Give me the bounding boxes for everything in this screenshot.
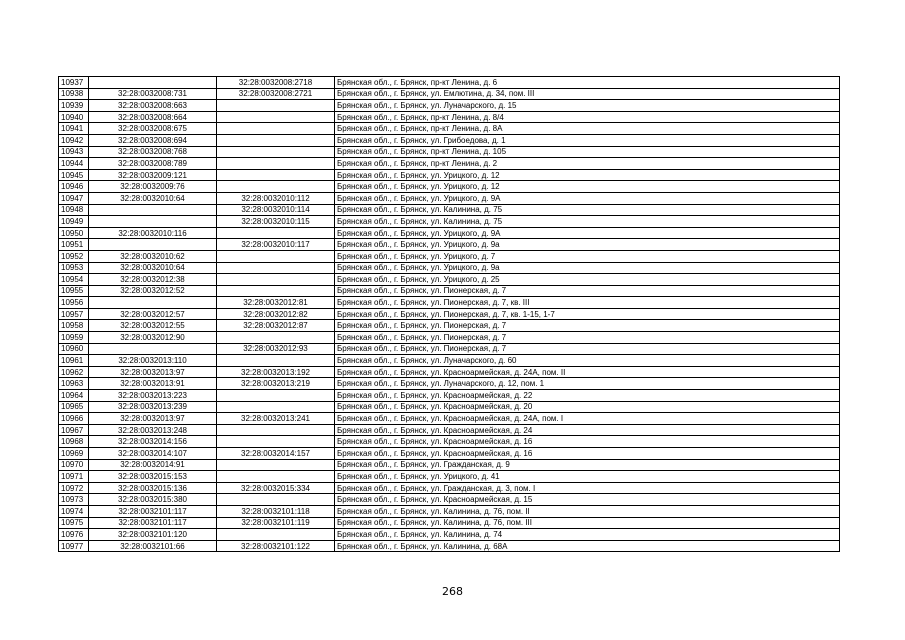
address-cell: Брянская обл., г. Брянск, пр-кт Ленина, д. 6 (335, 77, 840, 89)
table-row (59, 436, 840, 448)
table-row (59, 134, 840, 146)
linked-cadastral-number-cell: 32:28:0032012:82 (217, 308, 335, 320)
row-number-cell: 10954 (59, 274, 89, 286)
cadastral-number-cell: 32:28:0032008:768 (89, 146, 217, 158)
row-number-cell: 10964 (59, 390, 89, 402)
table-row (59, 297, 840, 309)
address-cell: Брянская обл., г. Брянск, ул. Урицкого, д. 25 (335, 274, 840, 286)
linked-cadastral-number-cell: 32:28:0032010:112 (217, 192, 335, 204)
linked-cadastral-number-cell (217, 100, 335, 112)
table-row (59, 343, 840, 355)
row-number-cell: 10950 (59, 227, 89, 239)
row-number-cell: 10955 (59, 285, 89, 297)
table-row (59, 88, 840, 100)
table-row (59, 505, 840, 517)
table-row (59, 413, 840, 425)
cadastral-number-cell: 32:28:0032015:380 (89, 494, 217, 506)
row-number-cell: 10965 (59, 401, 89, 413)
row-number-cell: 10948 (59, 204, 89, 216)
address-cell: Брянская обл., г. Брянск, ул. Красноармейская, д. 22 (335, 390, 840, 402)
linked-cadastral-number-cell: 32:28:0032008:2718 (217, 77, 335, 89)
table-row (59, 250, 840, 262)
linked-cadastral-number-cell: 32:28:0032013:241 (217, 413, 335, 425)
cadastral-number-cell: 32:28:0032014:156 (89, 436, 217, 448)
table-row (59, 216, 840, 228)
cadastral-number-cell: 32:28:0032012:38 (89, 274, 217, 286)
row-number-cell: 10970 (59, 459, 89, 471)
table-row (59, 471, 840, 483)
cadastral-number-cell: 32:28:0032101:117 (89, 505, 217, 517)
table-row (59, 181, 840, 193)
row-number-cell: 10957 (59, 308, 89, 320)
linked-cadastral-number-cell (217, 436, 335, 448)
row-number-cell: 10938 (59, 88, 89, 100)
linked-cadastral-number-cell (217, 250, 335, 262)
cadastral-number-cell (89, 216, 217, 228)
linked-cadastral-number-cell (217, 181, 335, 193)
row-number-cell: 10976 (59, 529, 89, 541)
address-cell: Брянская обл., г. Брянск, ул. Урицкого, д. 41 (335, 471, 840, 483)
linked-cadastral-number-cell: 32:28:0032008:2721 (217, 88, 335, 100)
address-cell: Брянская обл., г. Брянск, ул. Урицкого, д. 9А (335, 192, 840, 204)
row-number-cell: 10943 (59, 146, 89, 158)
table-row (59, 459, 840, 471)
table-row (59, 227, 840, 239)
linked-cadastral-number-cell (217, 332, 335, 344)
linked-cadastral-number-cell: 32:28:0032101:119 (217, 517, 335, 529)
linked-cadastral-number-cell: 32:28:0032012:87 (217, 320, 335, 332)
row-number-cell: 10967 (59, 424, 89, 436)
registry-table-body (59, 77, 840, 552)
cadastral-number-cell: 32:28:0032013:239 (89, 401, 217, 413)
address-cell: Брянская обл., г. Брянск, ул. Красноармейская, д. 16 (335, 436, 840, 448)
table-row (59, 448, 840, 460)
address-cell: Брянская обл., г. Брянск, ул. Урицкого, д. 9А (335, 227, 840, 239)
table-row (59, 169, 840, 181)
row-number-cell: 10940 (59, 111, 89, 123)
table-row (59, 239, 840, 251)
table-row (59, 517, 840, 529)
row-number-cell: 10947 (59, 192, 89, 204)
row-number-cell: 10969 (59, 448, 89, 460)
linked-cadastral-number-cell (217, 459, 335, 471)
linked-cadastral-number-cell (217, 424, 335, 436)
row-number-cell: 10961 (59, 355, 89, 367)
row-number-cell: 10949 (59, 216, 89, 228)
cadastral-number-cell (89, 297, 217, 309)
cadastral-number-cell: 32:28:0032012:52 (89, 285, 217, 297)
cadastral-number-cell: 32:28:0032008:664 (89, 111, 217, 123)
address-cell: Брянская обл., г. Брянск, ул. Красноармейская, д. 24А, пом. I (335, 413, 840, 425)
cadastral-number-cell: 32:28:0032013:110 (89, 355, 217, 367)
row-number-cell: 10973 (59, 494, 89, 506)
row-number-cell: 10942 (59, 134, 89, 146)
table-row (59, 158, 840, 170)
address-cell: Брянская обл., г. Брянск, ул. Красноармейская, д. 20 (335, 401, 840, 413)
address-cell: Брянская обл., г. Брянск, ул. Пионерская, д. 7 (335, 320, 840, 332)
cadastral-number-cell: 32:28:0032013:97 (89, 366, 217, 378)
address-cell: Брянская обл., г. Брянск, ул. Урицкого, д. 7 (335, 250, 840, 262)
linked-cadastral-number-cell (217, 529, 335, 541)
cadastral-number-cell: 32:28:0032101:117 (89, 517, 217, 529)
cadastral-number-cell (89, 77, 217, 89)
address-cell: Брянская обл., г. Брянск, ул. Пионерская, д. 7, кв. 1-15, 1-7 (335, 308, 840, 320)
linked-cadastral-number-cell: 32:28:0032015:334 (217, 482, 335, 494)
cadastral-number-cell: 32:28:0032009:76 (89, 181, 217, 193)
cadastral-number-cell: 32:28:0032101:120 (89, 529, 217, 541)
linked-cadastral-number-cell: 32:28:0032012:81 (217, 297, 335, 309)
address-cell: Брянская обл., г. Брянск, ул. Гражданская, д. 3, пом. I (335, 482, 840, 494)
linked-cadastral-number-cell (217, 471, 335, 483)
address-cell: Брянская обл., г. Брянск, ул. Пионерская, д. 7 (335, 343, 840, 355)
table-row (59, 285, 840, 297)
row-number-cell: 10968 (59, 436, 89, 448)
table-row (59, 390, 840, 402)
cadastral-number-cell: 32:28:0032012:57 (89, 308, 217, 320)
linked-cadastral-number-cell (217, 285, 335, 297)
address-cell: Брянская обл., г. Брянск, ул. Красноармейская, д. 24А, пом. II (335, 366, 840, 378)
table-row (59, 100, 840, 112)
cadastral-number-cell (89, 239, 217, 251)
cadastral-number-cell: 32:28:0032015:136 (89, 482, 217, 494)
linked-cadastral-number-cell (217, 123, 335, 135)
row-number-cell: 10937 (59, 77, 89, 89)
row-number-cell: 10953 (59, 262, 89, 274)
linked-cadastral-number-cell: 32:28:0032013:219 (217, 378, 335, 390)
cadastral-number-cell: 32:28:0032101:66 (89, 540, 217, 552)
row-number-cell: 10971 (59, 471, 89, 483)
address-cell: Брянская обл., г. Брянск, пр-кт Ленина, д. 8/4 (335, 111, 840, 123)
linked-cadastral-number-cell (217, 274, 335, 286)
cadastral-number-cell: 32:28:0032010:116 (89, 227, 217, 239)
linked-cadastral-number-cell: 32:28:0032013:192 (217, 366, 335, 378)
table-row (59, 274, 840, 286)
cadastral-number-cell: 32:28:0032008:675 (89, 123, 217, 135)
address-cell: Брянская обл., г. Брянск, ул. Калинина, д. 75 (335, 216, 840, 228)
linked-cadastral-number-cell: 32:28:0032010:117 (217, 239, 335, 251)
address-cell: Брянская обл., г. Брянск, ул. Урицкого, д. 9а (335, 239, 840, 251)
table-row (59, 204, 840, 216)
address-cell: Брянская обл., г. Брянск, ул. Урицкого, д. 12 (335, 181, 840, 193)
address-cell: Брянская обл., г. Брянск, ул. Калинина, д. 76, пом. II (335, 505, 840, 517)
address-cell: Брянская обл., г. Брянск, ул. Пионерская, д. 7 (335, 285, 840, 297)
address-cell: Брянская обл., г. Брянск, ул. Луначарского, д. 60 (335, 355, 840, 367)
row-number-cell: 10975 (59, 517, 89, 529)
address-cell: Брянская обл., г. Брянск, ул. Пионерская, д. 7, кв. III (335, 297, 840, 309)
cadastral-number-cell: 32:28:0032015:153 (89, 471, 217, 483)
cadastral-number-cell: 32:28:0032010:64 (89, 192, 217, 204)
address-cell: Брянская обл., г. Брянск, ул. Красноармейская, д. 15 (335, 494, 840, 506)
row-number-cell: 10959 (59, 332, 89, 344)
address-cell: Брянская обл., г. Брянск, ул. Луначарского, д. 12, пом. 1 (335, 378, 840, 390)
address-cell: Брянская обл., г. Брянск, ул. Урицкого, д. 12 (335, 169, 840, 181)
registry-table (58, 76, 840, 552)
row-number-cell: 10977 (59, 540, 89, 552)
table-row (59, 482, 840, 494)
table-row (59, 332, 840, 344)
linked-cadastral-number-cell (217, 227, 335, 239)
address-cell: Брянская обл., г. Брянск, пр-кт Ленина, д. 105 (335, 146, 840, 158)
table-row (59, 123, 840, 135)
cadastral-number-cell (89, 204, 217, 216)
table-row (59, 529, 840, 541)
cadastral-number-cell: 32:28:0032013:248 (89, 424, 217, 436)
cadastral-number-cell: 32:28:0032013:223 (89, 390, 217, 402)
linked-cadastral-number-cell: 32:28:0032101:122 (217, 540, 335, 552)
row-number-cell: 10945 (59, 169, 89, 181)
cadastral-number-cell: 32:28:0032008:731 (89, 88, 217, 100)
address-cell: Брянская обл., г. Брянск, ул. Урицкого, д. 9а (335, 262, 840, 274)
cadastral-number-cell: 32:28:0032010:64 (89, 262, 217, 274)
linked-cadastral-number-cell (217, 494, 335, 506)
linked-cadastral-number-cell: 32:28:0032010:115 (217, 216, 335, 228)
linked-cadastral-number-cell (217, 390, 335, 402)
linked-cadastral-number-cell (217, 146, 335, 158)
address-cell: Брянская обл., г. Брянск, ул. Гражданская, д. 9 (335, 459, 840, 471)
address-cell: Брянская обл., г. Брянск, ул. Калинина, д. 75 (335, 204, 840, 216)
row-number-cell: 10960 (59, 343, 89, 355)
cadastral-number-cell: 32:28:0032008:694 (89, 134, 217, 146)
cadastral-number-cell: 32:28:0032012:55 (89, 320, 217, 332)
linked-cadastral-number-cell: 32:28:0032012:93 (217, 343, 335, 355)
table-row (59, 401, 840, 413)
linked-cadastral-number-cell (217, 169, 335, 181)
linked-cadastral-number-cell (217, 134, 335, 146)
linked-cadastral-number-cell (217, 158, 335, 170)
linked-cadastral-number-cell (217, 262, 335, 274)
table-row (59, 540, 840, 552)
row-number-cell: 10972 (59, 482, 89, 494)
cadastral-number-cell: 32:28:0032014:107 (89, 448, 217, 460)
row-number-cell: 10956 (59, 297, 89, 309)
table-row (59, 77, 840, 89)
address-cell: Брянская обл., г. Брянск, пр-кт Ленина, д. 8А (335, 123, 840, 135)
table-row (59, 111, 840, 123)
row-number-cell: 10946 (59, 181, 89, 193)
address-cell: Брянская обл., г. Брянск, ул. Калинина, д. 68А (335, 540, 840, 552)
linked-cadastral-number-cell: 32:28:0032101:118 (217, 505, 335, 517)
table-row (59, 308, 840, 320)
row-number-cell: 10951 (59, 239, 89, 251)
row-number-cell: 10963 (59, 378, 89, 390)
table-row (59, 192, 840, 204)
linked-cadastral-number-cell (217, 355, 335, 367)
linked-cadastral-number-cell: 32:28:0032014:157 (217, 448, 335, 460)
cadastral-number-cell: 32:28:0032008:663 (89, 100, 217, 112)
linked-cadastral-number-cell (217, 111, 335, 123)
address-cell: Брянская обл., г. Брянск, ул. Калинина, д. 74 (335, 529, 840, 541)
cadastral-number-cell: 32:28:0032014:91 (89, 459, 217, 471)
table-row (59, 355, 840, 367)
address-cell: Брянская обл., г. Брянск, ул. Луначарского, д. 15 (335, 100, 840, 112)
row-number-cell: 10952 (59, 250, 89, 262)
row-number-cell: 10966 (59, 413, 89, 425)
cadastral-number-cell: 32:28:0032012:90 (89, 332, 217, 344)
table-row (59, 320, 840, 332)
address-cell: Брянская обл., г. Брянск, ул. Емлютина, д. 34, пом. III (335, 88, 840, 100)
cadastral-number-cell (89, 343, 217, 355)
cadastral-number-cell: 32:28:0032013:91 (89, 378, 217, 390)
cadastral-number-cell: 32:28:0032008:789 (89, 158, 217, 170)
row-number-cell: 10962 (59, 366, 89, 378)
table-row (59, 378, 840, 390)
cadastral-number-cell: 32:28:0032009:121 (89, 169, 217, 181)
linked-cadastral-number-cell: 32:28:0032010:114 (217, 204, 335, 216)
row-number-cell: 10944 (59, 158, 89, 170)
row-number-cell: 10939 (59, 100, 89, 112)
table-row (59, 424, 840, 436)
row-number-cell: 10974 (59, 505, 89, 517)
address-cell: Брянская обл., г. Брянск, ул. Красноармейская, д. 24 (335, 424, 840, 436)
table-row (59, 366, 840, 378)
address-cell: Брянская обл., г. Брянск, ул. Красноармейская, д. 16 (335, 448, 840, 460)
cadastral-number-cell: 32:28:0032010:62 (89, 250, 217, 262)
linked-cadastral-number-cell (217, 401, 335, 413)
address-cell: Брянская обл., г. Брянск, ул. Калинина, д. 76, пом. III (335, 517, 840, 529)
table-row (59, 494, 840, 506)
address-cell: Брянская обл., г. Брянск, пр-кт Ленина, д. 2 (335, 158, 840, 170)
table-row (59, 146, 840, 158)
cadastral-number-cell: 32:28:0032013:97 (89, 413, 217, 425)
table-row (59, 262, 840, 274)
page-number: 268 (442, 585, 463, 598)
address-cell: Брянская обл., г. Брянск, ул. Пионерская, д. 7 (335, 332, 840, 344)
row-number-cell: 10958 (59, 320, 89, 332)
row-number-cell: 10941 (59, 123, 89, 135)
address-cell: Брянская обл., г. Брянск, ул. Грибоедова, д. 1 (335, 134, 840, 146)
